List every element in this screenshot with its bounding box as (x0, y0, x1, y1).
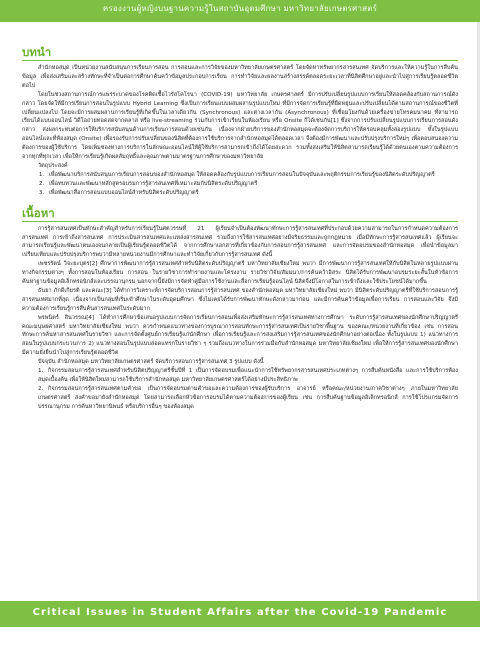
content-paragraph: ปัจจุบัน สำนักหอสมุด มหาวิทยาลัยเกษตรศาสตร์ จัดบริการสอนการรู้สารสนเทศ 3 รูปแบบ ดังนี้ (38, 359, 264, 366)
content-heading: เนื้อหา (22, 205, 55, 220)
objective-item: 1. เพื่อพัฒนาบริการสนับสนุนการเรียนการสอนของสำนักหอสมุด ให้สอดคล้องกับรูปแบบการเรียนการสอนในปัจจุบันและพฤติกรรมการเรียนรู้ของนิสิตระดับปริญญาตรี (46, 171, 458, 180)
introduction-heading-rule (22, 60, 458, 61)
content-paragraph: พรพนิตร์ สินวรรณ[4] ได้ทำการศึกษาข้อเสนอรูปแบบการจัดการเรียนการสอนเพื่อส่งเสริมทักษะการรู้สารสนเทศทางการศึกษา ระดับการรู้สารสนเทศของนักศึกษาปริญญาตรี คณะมนุษยศาสตร์ มหาวิทยาลัยเชียงใหม่ พบว่า ควรกำหนดแนวทางของการบูรณาการสอนทักษะการรู้สารสนเทศเป็นรายวิชาพื้นฐาน ของคณะ/หน่วยงานที่เกี่ยวข้อง เช่น การสอนทักษะการค้นหาสารสนเทศในรายวิชา และการจัดตั้งศูนย์การเรียนรู้แก่นักศึกษา เพื่อการเรียนรู้และการส่งเสริมการรู้สารสนเทศของนักศึกษาอย่างต่อเนื่อง ทั้งในรูปแบบ 1) แนวทางการสอนในรูปแบบกระบวนการ 2) แนวทางสอนในรูปแบบสอดแทรกในรายวิชา ๆ รวมถึงแนวทางในการร่วมมือกับสำนักหอสมุด มหาวิทยาลัยเชียงใหม่ เพื่อให้การรู้สารสนเทศของนักศึกษามีความยั่งยืนนำไปสู่การเรียนรู้ตลอดชีวิต (22, 314, 458, 357)
content-paragraph: การรู้สารสนเทศเป็นทักษะสำคัญสำหรับการเรียนรู้ในศตวรรษที่ 21 ผู้เรียนจำเป็นต้องพัฒนาทักษะการรู้สารสนเทศที่ประกอบด้วยความสามารถในการกำหนดความต้องการสารสนเทศ การเข้าถึงสารสนเทศ การประเมินสารสนเทศและแหล่งสารสนเทศ รวมถึงการใช้สารสนเทศอย่างมีจริยธรรมและถูกกฎหมาย เมื่อมีทักษะการรู้สารสนเทศแล้ว ผู้เรียนจะสามารถเรียนรู้และพัฒนาตนเองจนกลายเป็นผู้เรียนรู้ตลอดชีวิตได้ จากการศึกษาเอกสารที่เกี่ยวข้องกับการสอนการรู้สารสนเทศ และการจัดอบรมของสำนักหอสมุด เพื่อนำข้อมูลมาเปรียบเทียบและปรับปรุงบริการพบว่ามีหลายหน่วยงานมีการศึกษาและทำวิจัยเกี่ยวกับการรู้สารสนเทศ ดังนี้ (22, 225, 458, 259)
content-heading-rule (22, 221, 458, 222)
service-item (22, 367, 458, 385)
objectives-list (22, 171, 458, 198)
intro-paragraph: สำนักหอสมุด เป็นหน่วยงานสนับสนุนการเรียนการสอน การสอนและการวิจัยของมหาวิทยาลัยเกษตรศาสตร์ โดยจัดหาทรัพยากรสารสนเทศ จัดบริการและให้ความรู้ในการสืบค้นข้อมูล เพื่อส่งเสริมและสร้างทักษะที่จำเป็นต่อการศึกษาค้นคว้าข้อมูลประกอบการเรียน การทำวิจัยและผลงานสร้างสรรค์ตลอดระยะเวลาที่นิสิตศึกษาอยู่และนำไปสู่การเรียนรู้ตลอดชีวิตต่อไป (22, 65, 458, 89)
objective-item: 3. เพื่อพัฒนาสื่อการสอนแบบออนไลน์สำหรับนิสิตระดับปริญญาตรี (46, 189, 458, 198)
page-content (22, 24, 458, 596)
service-item (22, 385, 458, 412)
content-paragraph: ธันยา ภักดีเกียรติ และคณะ[3] ได้ทำการวิเคราะห์การจัดบริการสอนการรู้สารสนเทศ ของสำนักหอสมุด มหาวิทยาลัยเชียงใหม่ พบว่า มีนิสิตระดับปริญญาตรีที่ใช้บริการสอนการรู้สารสนเทศมากที่สุด เนื่องจากเป็นกลุ่มที่เริ่มเข้าศึกษาในระดับอุดมศึกษา ซึ่งไม่เคยได้รับการพัฒนาทักษะดังกล่าวมาก่อน และมีการค้นคว้าข้อมูลเพื่อการเรียน การสอนและวิจัย จึงมีความต้องการเรียนรู้การสืบค้นสารสนเทศในระดับมาก (22, 287, 458, 312)
intro-paragraph: โดยในช่วงสถานการณ์การแพร่ระบาดของโรคติดเชื้อไวรัสโคโรนา (COVID-19) มหาวิทยาลัย เกษตรศาสตร์ มีการปรับเปลี่ยนรูปแบบการเรียนให้สอดคล้องกับสถานการณ์ดังกล่าว โดยจัดให้มีการเรียนการสอนในรูปแบบ Hybrid Learning ซึ่งเป็นการเรียนแบบผสมผสานรูปแบบใหม่ ที่มีการจัดการเรียนรู้ที่ยืดหยุ่นและปรับเปลี่ยนได้ตามสถานการณ์ของชีวิตที่เปลี่ยนแปลงไป โดยจะมีการผสมผสานการเรียนรู้ที่เกิดขึ้นในเวลาเดียวกัน (Synchronous) และต่างเวลากัน (Asynchronous) ที่เชื่อมโยงกันด้วยเครื่องข่ายโทรคมนาคม ที่สามารถเรียนได้แบบออนไลน์ วิดีโอถ่ายทอดสดจากคลาส หรือ live-streaming ร่วมกับการเข้าเรียนในห้องเรียน หรือ Onsite ก็ได้เช่นกัน[1] ซึ่งจากการปรับเปลี่ยนรูปแบบการเรียนการสอนดังกล่าว ส่งผลกระทบต่อการให้บริการสนับสนุนด้านการเรียนการสอนด้วยเช่นกัน เนื่องจากฝ่ายบริการของสำนักหอสมุดจะต้องจัดการบริการให้ครอบคลุมทั้งสองรูปแบบ ทั้งในรูปแบบออนไลน์และที่ห้องสมุด (Onsite) เพื่อรองรับการปรับเปลี่ยนของนิสิตที่ต้องการใช้บริการจากสำนักหอสมุดได้ตลอดเวลา จึงต้องมีการพัฒนาและปรับปรุงบริการใหม่ๆ เพื่อตอบสนองความต้องการของผู้ใช้บริการ โดยเพิ่มช่องทางการบริการในลักษณะออนไลน์ให้ผู้ใช้บริการสามารถเข้าถึงได้โดยสะดวก รวมทั้งส่งเสริมให้นิสิตสามารถเรียนรู้ได้ด้วยตนเองตามความต้องการจากทุกที่ทุกเวลา เพื่อให้การเรียนรู้เกิดผลสัมฤทธิ์และคุณภาพตามมาตรฐานการศึกษาของมหาวิทยาลัย (22, 91, 458, 161)
service-item-number: 1. (38, 368, 44, 375)
service-item-text: กิจกรรมสอนการรู้สารสนเทศสำหรับนิสิตปริญญาตรีชั้นปีที่ 1 เป็นการจัดอบรมเพื่อแนะนำการใช้ทรัพยากรสารสนเทศประเภทต่างๆ การสืบค้นหนังสือ และการใช้บริการห้องสมุดเบื้องต้น เพื่อให้นิสิตใหม่สามารถใช้บริการสำนักหอสมุด มหาวิทยาลัยเกษตรศาสตร์ได้อย่างมีประสิทธิภาพ (38, 368, 458, 383)
introduction-heading: บทนำ (22, 45, 52, 59)
objective-item: 2. เพื่อทบทวนและพัฒนาหลักสูตรอบรมการรู้สารสนเทศที่เหมาะสมกับนิสิตระดับปริญญาตรี (46, 180, 458, 189)
service-item-text: กิจกรรมสอนการรู้สารสนเทศตามคำขอ เป็นการจัดอบรมตามคำขอและความต้องการของผู้รับบริการ อาจารย์ หรือคณะ/หน่วยงาน/ภาควิชาต่างๆ ภายในมหาวิทยาลัยเกษตรศาสตร์ ส่งคำขอมายังสำนักหอสมุด โดยสามารถเลือกหัวข้อการอบรมได้ตามความต้องการของผู้เรียน เช่น การสืบค้นฐานข้อมูลอิเล็กทรอนิกส์ การใช้โปรแกรมจัดการบรรณานุกรม การค้นหาวิทยานิพนธ์ หรือบริการอื่นๆ ของห้องสมุด (38, 385, 458, 410)
content-paragraph: เพชรรัตน์ วิจะยะบุตร[2] ศึกษาการพัฒนาการรู้สารสนเทศสำหรับนิสิตระดับปริญญาตรี มหาวิทยาลัยเชียงใหม่ พบว่า มีการพัฒนาการรู้สารสนเทศให้กับนิสิตในหลายรูปแบบผ่านทางกิจกรรมต่างๆ ทั้งการสอนในห้องเรียน การสอน ในรายวิชาการทำรายงานและโครงงาน รายวิชาวิจัย/สัมมนา/การค้นคว้าอิสระ นิสิตได้รับการพัฒนาอบรมระยะสั้นในหัวข้อการค้นหาฐานข้อมูลอิเล็กทรอนิกส์และบรรณานุกรม นอกจากนี้ยังมีการจัดทำคู่มือการใช้งานและสื่อการเรียนรู้ออนไลน์ นิสิตจึงมีโอกาสในการเข้าถึงและใช้ประโยชน์ได้มากขึ้น (22, 261, 458, 286)
service-item-number: 2. (38, 385, 44, 392)
running-header: ครองงานผู้หญิงบนฐานความรู้ในสถาบันอุดมศึกษา มหาวิทยาลัยเกษตรศาสตร์ (102, 4, 378, 13)
footer-banner-text: Critical Issues in Student Affairs after the Covid-19 Pandemic (32, 607, 448, 618)
objectives-heading: วัตถุประสงค์ (38, 162, 68, 169)
